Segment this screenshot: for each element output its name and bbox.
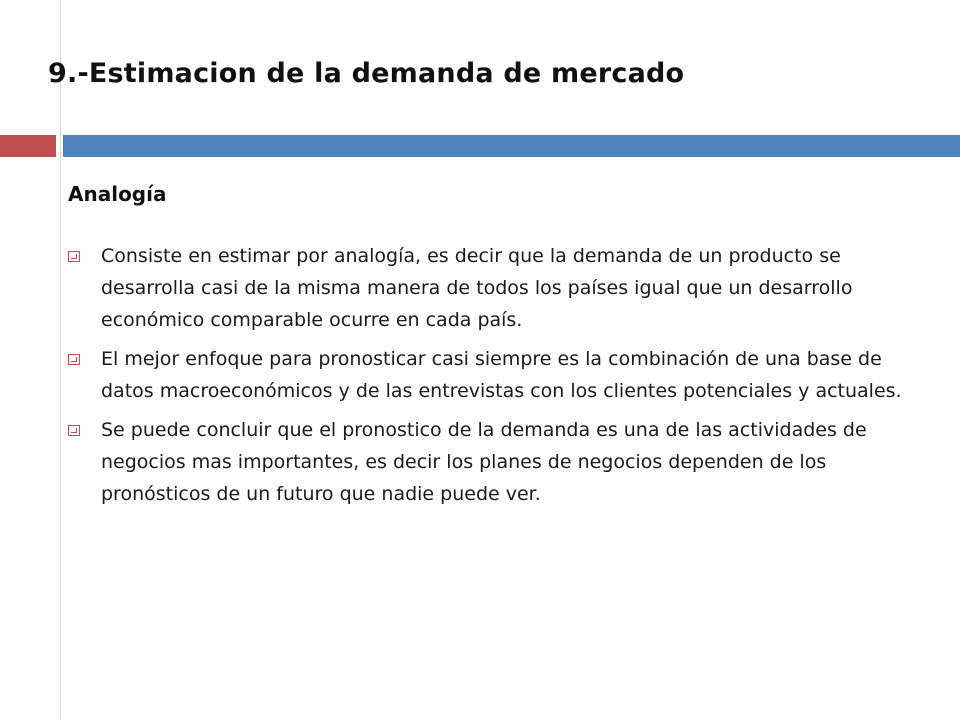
bullet-square-icon [68, 425, 80, 436]
bullet-list [68, 240, 913, 517]
bullet-square-icon [68, 354, 80, 365]
slide-title: 9.-Estimacion de la demanda de mercado [48, 58, 685, 89]
bullet-item [68, 414, 913, 510]
bullet-square-icon [68, 251, 80, 262]
bullet-text: Consiste en estimar por analogía, es decir que la demanda de un producto se desarrolla casi de la misma manera de todos los países igual que un desarrollo económico comparable ocurre en cada país. [101, 245, 853, 331]
accent-bar-blue [63, 135, 960, 157]
bullet-item [68, 240, 913, 336]
slide-subtitle: Analogía [68, 182, 167, 206]
vertical-divider [60, 0, 61, 720]
bullet-text: Se puede concluir que el pronostico de la demanda es una de las actividades de negocios mas importantes, es decir los planes de negocios dependen de los pronósticos de un futuro que nadie puede ver. [101, 419, 867, 505]
accent-bar-red [0, 135, 56, 157]
bullet-text: El mejor enfoque para pronosticar casi siempre es la combinación de una base de datos macroeconómicos y de las entrevistas con los clientes potenciales y actuales. [101, 348, 902, 402]
bullet-item [68, 343, 913, 407]
